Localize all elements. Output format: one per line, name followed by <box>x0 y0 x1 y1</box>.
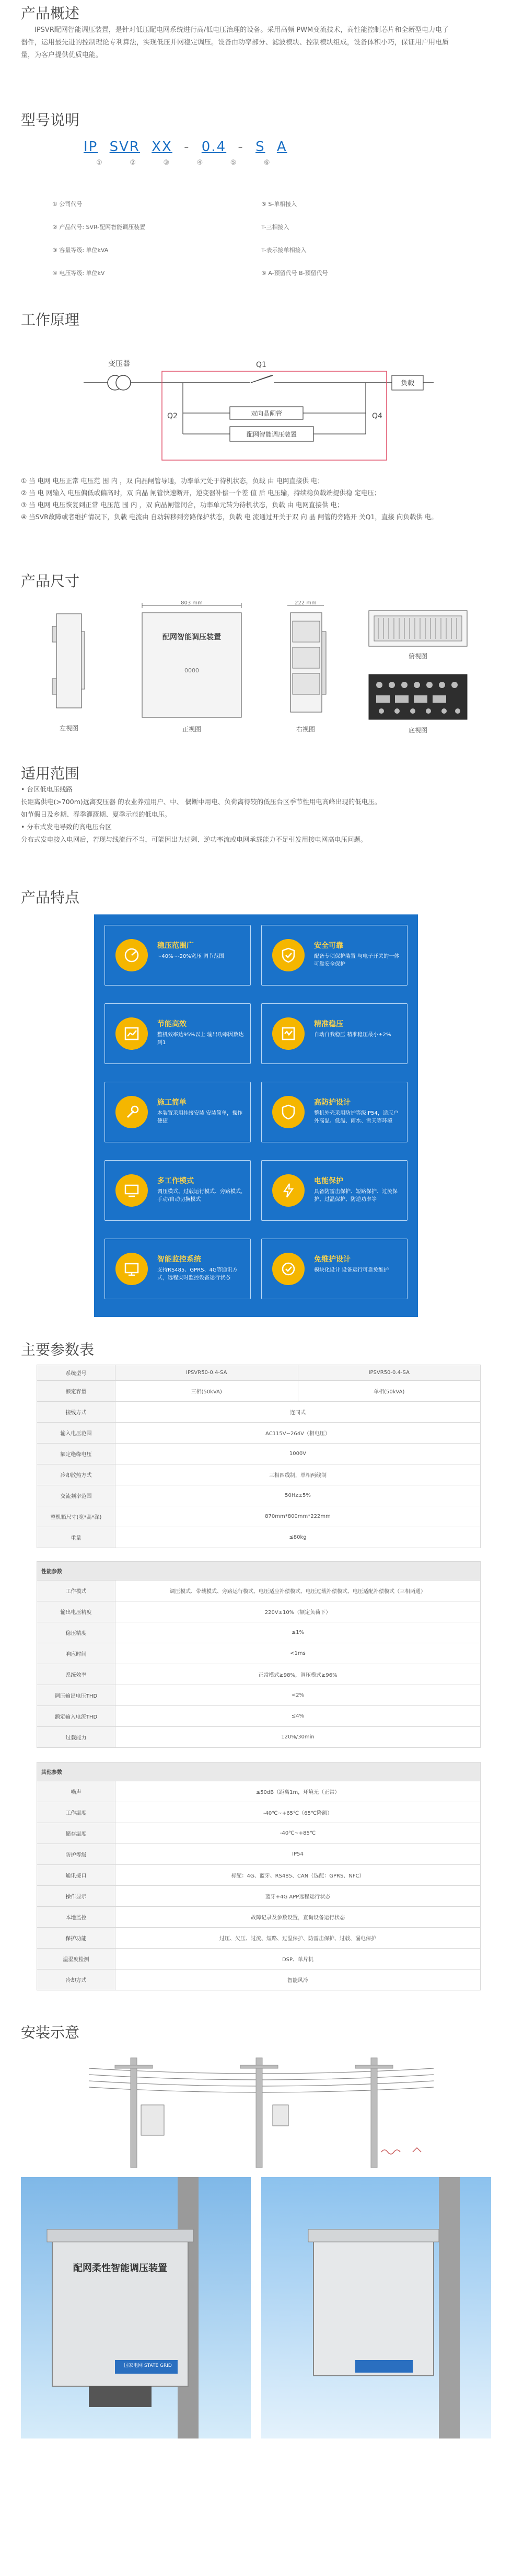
param-key: 冷却散热方式 <box>37 1464 115 1485</box>
table-row <box>37 1823 481 1844</box>
table-row <box>37 1444 481 1464</box>
front-view-caption: 正视图 <box>182 726 201 733</box>
model-legend-row <box>52 215 470 238</box>
efficiency-icon <box>115 1017 148 1050</box>
table-row <box>37 1664 481 1685</box>
table-row <box>37 1601 481 1622</box>
param-key: 稳压精度 <box>37 1622 115 1643</box>
scope-line: 分布式发电接入电网后，若现与线流行不当，可能因出力过剩、逆功率流或电网承载能力不足引发用接电网高电压问题。 <box>21 835 367 843</box>
feature-card <box>104 1082 251 1142</box>
size-title: 产品尺寸 <box>21 573 80 590</box>
model-legend-item: ① 公司代号 <box>52 201 83 208</box>
principle-item: ② 当 电 网输入 电压偏低或偏高时，双 向晶 闸管快速断开，逆变器补偿一个差 值 后 电压输，持续稳负载端提供稳 定电压； <box>21 489 381 497</box>
table-row <box>37 1506 481 1527</box>
q1-gap <box>250 380 274 386</box>
model-legend-row <box>52 238 470 261</box>
param-value: 过压、欠压、过流、短路、过温保护、防雷击保护、过载、漏电保护 <box>115 1928 481 1949</box>
table-row <box>37 1685 481 1706</box>
model-legend-item: ④ 电压等级: 单位kV <box>52 270 105 277</box>
principle-diagram <box>73 335 449 465</box>
param-value: IPSVR50-0.4-SA <box>115 1365 298 1381</box>
param-key: 噪声 <box>37 1781 115 1802</box>
table-row <box>37 1464 481 1485</box>
install-device-label: 配网柔性智能调压装置 <box>73 2263 167 2274</box>
param-value: ≤50dB（距离1m，环境无（正常） <box>115 1781 481 1802</box>
feature-title: 免维护设计 <box>314 1255 351 1264</box>
param-value: DSP、单片机 <box>115 1949 481 1970</box>
params-env-table <box>37 1762 481 1990</box>
param-value: -40℃~+85℃ <box>115 1823 481 1844</box>
q1-label: Q1 <box>256 361 266 369</box>
right-photo-roof <box>308 2229 439 2242</box>
model-code-part: 0.4 <box>201 139 227 155</box>
model-legend-item: ③ 容量等级: 单位kVA <box>52 247 109 254</box>
param-key: 系统效率 <box>37 1664 115 1685</box>
param-value: 50Hz±5% <box>115 1485 481 1506</box>
front-logo: 0000 <box>184 667 199 674</box>
right-photo-pole <box>439 2177 460 2438</box>
protection-icon <box>272 1096 305 1128</box>
top-view <box>366 609 470 666</box>
feature-title: 稳压范围广 <box>157 942 194 950</box>
param-key: 操作显示 <box>37 1886 115 1907</box>
precision-icon <box>272 1017 305 1050</box>
side-width-dimension: 222 mm <box>295 600 317 606</box>
principle-item: ③ 当 电网 电压恢复到正常 电压范 围 内 ，双 向晶闸管闭合，功率单元转为待机状态，负载 由 电网直接供 电； <box>21 501 344 509</box>
principle-title: 工作原理 <box>21 311 80 328</box>
param-value: ≤80kg <box>115 1527 481 1548</box>
bottom-view-drawing <box>366 672 470 722</box>
section-scope <box>0 762 512 883</box>
feature-title: 安全可靠 <box>314 942 343 950</box>
table-row <box>37 1907 481 1928</box>
left-view-caption: 左视图 <box>59 725 78 732</box>
model-code-part: IP <box>84 139 98 155</box>
table-row <box>37 1949 481 1970</box>
scope-line: 如节假日及乡期、春季灌溉期、夏季示范的低电压。 <box>21 810 171 818</box>
feature-desc: 本装置采用挂接安装 安装简单，操作便捷 <box>157 1110 243 1124</box>
section-features <box>0 886 512 1325</box>
feature-title: 高防护设计 <box>314 1098 351 1107</box>
feature-title: 电能保护 <box>314 1177 343 1185</box>
install-diagram <box>68 2047 455 2168</box>
feature-desc: 整机外壳采用防护等级IP54，适应户外高温、低温、雨水、雪天等环境 <box>314 1110 399 1124</box>
model-number: ⑤ <box>230 159 237 167</box>
front-width-dimension: 803 mm <box>181 600 203 606</box>
section-principle <box>0 308 512 559</box>
section-params <box>0 1338 512 1984</box>
param-key: 重量 <box>37 1527 115 1548</box>
scope-line: • 台区低电压线路 <box>21 785 73 793</box>
table-row <box>37 1844 481 1865</box>
param-key: 过载能力 <box>37 1727 115 1748</box>
feature-card <box>261 1239 408 1299</box>
section-model <box>0 109 512 287</box>
transformer-coil <box>116 375 131 390</box>
param-value: 三相(50kVA) <box>115 1381 298 1402</box>
table-row <box>37 1485 481 1506</box>
feature-desc: 整机效率达95%以上 输出功率因数达到1 <box>157 1032 244 1046</box>
multi-mode-icon <box>115 1174 148 1207</box>
load-label: 负载 <box>400 380 415 387</box>
table-row <box>37 1423 481 1444</box>
param-key: 保护功能 <box>37 1928 115 1949</box>
model-legend-item: ② 产品代号: SVR-配网智能调压装置 <box>52 224 146 231</box>
maintenance-free-icon <box>272 1253 305 1285</box>
param-value: IP54 <box>115 1844 481 1865</box>
param-key: 本地监控 <box>37 1907 115 1928</box>
power-guard-icon <box>272 1174 305 1207</box>
feature-title: 多工作模式 <box>157 1177 194 1185</box>
param-key: 额定容量 <box>37 1381 115 1402</box>
section-install <box>0 2021 512 2576</box>
param-value: 220V±10%（额定负荷下） <box>115 1601 481 1622</box>
device-label: 配网智能调压装置 <box>246 431 297 438</box>
param-key: 储存温度 <box>37 1823 115 1844</box>
top-view-caption: 俯视图 <box>408 652 427 660</box>
param-key: 额定输入电流THD <box>37 1706 115 1727</box>
feature-desc: 配备专项保护装置 与电子开关的一体可靠安全保护 <box>314 954 400 967</box>
feature-desc: 调压模式、过载运行模式、旁路模式，手动/自动切换模式 <box>157 1189 246 1203</box>
transformer-label: 变压器 <box>108 360 130 368</box>
right-photo-logo-plate <box>355 2360 413 2373</box>
model-code-part: A <box>276 139 287 155</box>
install-title: 安装示意 <box>21 2024 80 2041</box>
q2-label: Q2 <box>167 412 178 420</box>
param-value: 单相(50kVA) <box>298 1381 481 1402</box>
feature-title: 精准稳压 <box>314 1020 343 1028</box>
model-code-part: SVR <box>109 139 140 155</box>
bypass-label: 双向晶闸管 <box>250 410 283 417</box>
param-value: <2% <box>115 1685 481 1706</box>
model-number: ① <box>96 159 102 167</box>
params-title: 主要参数表 <box>21 1341 95 1358</box>
table-section-header <box>37 1562 481 1581</box>
feature-desc: ~40%~-20%宽压 调节范围 <box>157 954 224 959</box>
top-view-drawing <box>366 609 470 648</box>
param-key: 额定绝缘电压 <box>37 1444 115 1464</box>
param-value: 蓝牙+4G APP远程运行状态 <box>115 1886 481 1907</box>
param-key: 工作温度 <box>37 1802 115 1823</box>
param-value: -40℃~+65℃（65℃降额） <box>115 1802 481 1823</box>
model-legend <box>52 192 470 284</box>
param-key: 通讯接口 <box>37 1865 115 1886</box>
param-key: 防护等级 <box>37 1844 115 1865</box>
model-legend-row <box>52 261 470 284</box>
right-view-drawing <box>277 600 334 718</box>
principle-item: ④ 当SVR故障或者维护情况下，负载 电流由 自动转移到旁路保护状态，负载 电 流通过开关于双 向 晶 闸管的旁路开 关Q1，直接 向负载供 电。 <box>21 513 438 521</box>
model-code-dash: - <box>184 139 190 155</box>
param-key: 温湿度检测 <box>37 1949 115 1970</box>
param-value: 1000V <box>115 1444 481 1464</box>
scope-lines <box>21 783 496 846</box>
front-view <box>137 600 247 736</box>
feature-title: 施工简单 <box>157 1098 187 1107</box>
table-row <box>37 1381 481 1402</box>
table-row <box>37 1886 481 1907</box>
table-row <box>37 1581 481 1601</box>
front-device-label: 配网智能调压装置 <box>162 633 221 642</box>
table-row <box>37 1970 481 1990</box>
env-section-title: 其他参数 <box>37 1762 481 1781</box>
left-photo-base <box>89 2386 152 2407</box>
right-view <box>277 600 334 736</box>
feature-card <box>104 925 251 986</box>
principle-item: ① 当 电网 电压正常 电压范 围 内 ，双 向晶闸管导通，功率单元处于待机状态，负载 由 电网直接供 电； <box>21 477 324 485</box>
left-view-drawing <box>48 611 90 715</box>
table-row <box>37 1643 481 1664</box>
feature-card <box>261 925 408 986</box>
model-code-part: XX <box>152 139 172 155</box>
feature-desc: 具备防雷击保护、短路保护、过流保护、过温保护、防逆功率等 <box>314 1189 398 1203</box>
param-key: 响应时间 <box>37 1643 115 1664</box>
install-device-box <box>141 2105 164 2135</box>
feature-desc: 模块化设计 设备运行可靠免维护 <box>314 1267 389 1273</box>
q4-label: Q4 <box>372 412 382 420</box>
feature-desc: 支持RS485、GPRS、4G等通讯方式，远程实时监控设备运行状态 <box>157 1267 238 1281</box>
perf-section-title: 性能参数 <box>37 1562 481 1581</box>
param-value: 标配：4G、蓝牙、RS485、CAN（选配：GPRS、NFC） <box>115 1865 481 1886</box>
features-panel <box>94 914 418 1317</box>
model-legend-item: ⑤ S-单相接入 <box>261 201 297 208</box>
param-value: ≤1% <box>115 1622 481 1643</box>
model-number: ② <box>130 159 136 167</box>
model-legend-item: ⑥ A-预留代号 B-预留代号 <box>261 270 328 277</box>
model-number: ③ <box>163 159 170 167</box>
scope-line: 长距离供电(>700m)远离变压器 的农业养殖用户、中、 偶断中用电、负荷离得较的低压台区季节性用电高峰出现的低电压。 <box>21 798 381 806</box>
front-view-drawing <box>137 600 247 718</box>
param-value: 连同式 <box>115 1402 481 1423</box>
param-key: 接线方式 <box>37 1402 115 1423</box>
principle-list <box>21 475 496 523</box>
table-row <box>37 1781 481 1802</box>
left-photo-roof <box>47 2229 193 2242</box>
table-row <box>37 1365 481 1381</box>
section-overview <box>0 0 512 105</box>
model-numbers <box>84 159 283 167</box>
scope-title: 适用范围 <box>21 765 80 782</box>
install-icon <box>115 1096 148 1128</box>
feature-card <box>261 1160 408 1221</box>
param-value: IPSVR50-0.4-SA <box>298 1365 481 1381</box>
param-value: 120%/30min <box>115 1727 481 1748</box>
section-size <box>0 570 512 758</box>
wide-range-icon <box>115 939 148 971</box>
table-row <box>37 1402 481 1423</box>
feature-title: 智能监控系统 <box>157 1255 201 1264</box>
model-code <box>84 139 294 155</box>
param-key: 输入电压范围 <box>37 1423 115 1444</box>
param-key: 交流频率范围 <box>37 1485 115 1506</box>
params-basic-table <box>37 1365 481 1548</box>
param-key: 工作模式 <box>37 1581 115 1601</box>
param-value: AC115V~264V（相电压） <box>115 1423 481 1444</box>
table-row <box>37 1527 481 1548</box>
model-legend-item: T-三相接入 <box>261 224 289 231</box>
install-brand: 国家电网 STATE GRID <box>124 2363 172 2368</box>
right-view-caption: 右视图 <box>296 726 315 733</box>
feature-card <box>261 1082 408 1142</box>
feature-title: 节能高效 <box>157 1020 187 1028</box>
param-value: 调压模式、带载模式、旁路运行模式、电压适应补偿模式、电压过载补偿模式、电压适配补偿模式（三相两通） <box>115 1581 481 1601</box>
overview-text: IPSVR配网智能调压装置，是针对低压配电网系统进行高/低电压治理的设备。采用高频 PWM变流技术，高性能控制芯片和全新型电力电子器件，运用最先进的控制理论专利算法，实现低压并网稳定调压。设备由功率部分、滤波模块、控制模块组成，设备体积小巧，保证用户用电质量，为客户提供优质电能。 <box>21 26 449 59</box>
model-code-part: S <box>255 139 265 155</box>
param-key: 冷却方式 <box>37 1970 115 1990</box>
param-value: 三相四线制，单相两线制 <box>115 1464 481 1485</box>
table-row <box>37 1802 481 1823</box>
monitor-icon <box>115 1253 148 1285</box>
scope-line: • 分布式发电导致的高电压台区 <box>21 823 112 831</box>
param-value: <1ms <box>115 1643 481 1664</box>
feature-card <box>104 1160 251 1221</box>
feature-card <box>104 1239 251 1299</box>
param-value: 智能风冷 <box>115 1970 481 1990</box>
param-value: 870mm*800mm*222mm <box>115 1506 481 1527</box>
left-view <box>48 611 90 736</box>
param-value: 故障记录及参数设置，查询设备运行状态 <box>115 1907 481 1928</box>
table-row <box>37 1865 481 1886</box>
table-row <box>37 1928 481 1949</box>
install-meter-box <box>273 2105 288 2126</box>
param-key: 系统型号 <box>37 1365 115 1381</box>
model-number: ⑥ <box>263 159 270 167</box>
params-perf-table <box>37 1561 481 1748</box>
model-code-dash: - <box>238 139 244 155</box>
param-value: ≤4% <box>115 1706 481 1727</box>
param-key: 调压输出电压THD <box>37 1685 115 1706</box>
feature-desc: 自动自我稳压 精准稳压最小±2% <box>314 1032 391 1038</box>
model-legend-row <box>52 192 470 215</box>
bottom-view-caption: 底视图 <box>408 727 427 734</box>
table-row <box>37 1622 481 1643</box>
feature-card <box>104 1003 251 1064</box>
param-value: 正常模式≥98%，调压模式≥96% <box>115 1664 481 1685</box>
table-section-header <box>37 1762 481 1781</box>
bottom-view <box>366 672 470 740</box>
features-title: 产品特点 <box>21 889 80 906</box>
model-title: 型号说明 <box>21 111 80 129</box>
right-photo-cabinet <box>313 2240 434 2376</box>
shield-check-icon <box>272 939 305 971</box>
feature-card <box>261 1003 408 1064</box>
install-photos <box>21 2177 491 2438</box>
param-key: 整机箱尺寸(宽*高*深) <box>37 1506 115 1527</box>
param-key: 输出电压精度 <box>37 1601 115 1622</box>
model-number: ④ <box>196 159 203 167</box>
table-row <box>37 1727 481 1748</box>
model-legend-item: T-表示接单相接入 <box>261 247 307 254</box>
overview-title: 产品概述 <box>21 5 80 22</box>
table-row <box>37 1706 481 1727</box>
